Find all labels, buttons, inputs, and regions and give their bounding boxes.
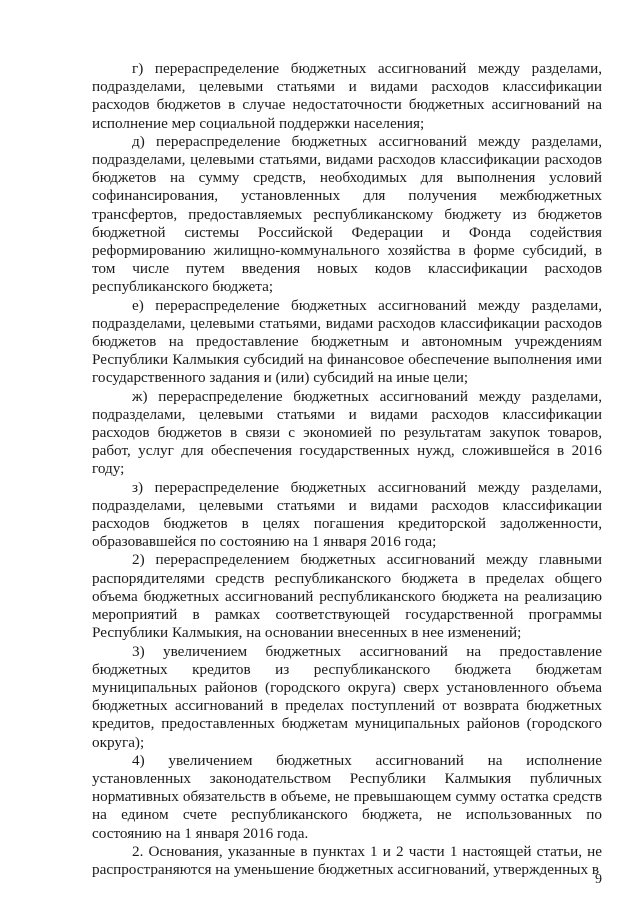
paragraph-item-g: г) перераспределение бюджетных ассигнований между разделами, подразделами, целевыми статьями и видами расходов классификации расходов бюджетов в случае недостаточности бюджетных ассигнований на исполнение мер социальной поддержки населения; [92,60,602,132]
paragraph-item-d: д) перераспределение бюджетных ассигнований между разделами, подразделами, целевыми статьями, видами расходов классификации расходов бюджетов на сумму средств, необходимых для выполнения условий софинансирования, установленных для получения межбюджетных трансфертов, предоставляемых республиканскому бюджету из бюджетов бюджетной системы Российской Федерации и Фонда содействия реформированию жилищно-коммунального хозяйства в форме субсидий, в том числе путем введения новых кодов классификации расходов республиканского бюджета; [92,132,602,296]
document-page [92,60,602,879]
paragraph-part-2: 2. Основания, указанные в пунктах 1 и 2 части 1 настоящей статьи, не распространяются на уменьшение бюджетных ассигнований, утвержденных в [92,842,602,878]
paragraph-item-zh: ж) перераспределение бюджетных ассигнований между разделами, подразделами, целевыми статьями и видами расходов классификации расходов бюджетов в связи с экономией по результатам закупок товаров, работ, услуг для обеспечения государственных нужд, сложившейся в 2016 году; [92,387,602,478]
paragraph-item-z: з) перераспределение бюджетных ассигнований между разделами, подразделами, целевыми статьями и видами расходов классификации расходов бюджетов в целях погашения кредиторской задолженности, образовавшейся по состоянию на 1 января 2016 года; [92,478,602,551]
paragraph-point-3: 3) увеличением бюджетных ассигнований на предоставление бюджетных кредитов из республиканского бюджета бюджетам муниципальных районов (городского округа) сверх установленного объема бюджетных ассигнований в пределах поступлений от возврата бюджетных кредитов, предоставленных бюджетам муниципальных районов (городского округа); [92,642,602,751]
paragraph-point-2: 2) перераспределением бюджетных ассигнований между главными распорядителями средств республиканского бюджета в пределах общего объема бюджетных ассигнований республиканского бюджета на реализацию мероприятий в рамках соответствующей государственной программы Республики Калмыкия, на основании внесенных в нее изменений; [92,551,602,642]
paragraph-item-e: е) перераспределение бюджетных ассигнований между разделами, подразделами, целевыми статьями, видами расходов классификации расходов бюджетов на предоставление бюджетным и автономным учреждениям Республики Калмыкия субсидий на финансовое обеспечение выполнения ими государственного задания и (или) субсидий на иные цели; [92,296,602,387]
paragraph-point-4: 4) увеличением бюджетных ассигнований на исполнение установленных законодательством Республики Калмыкия публичных нормативных обязательств в объеме, не превышающем сумму остатка средств на едином счете республиканского бюджета, не использованных по состоянию на 1 января 2016 года. [92,751,602,842]
page-number: 9 [595,872,602,887]
